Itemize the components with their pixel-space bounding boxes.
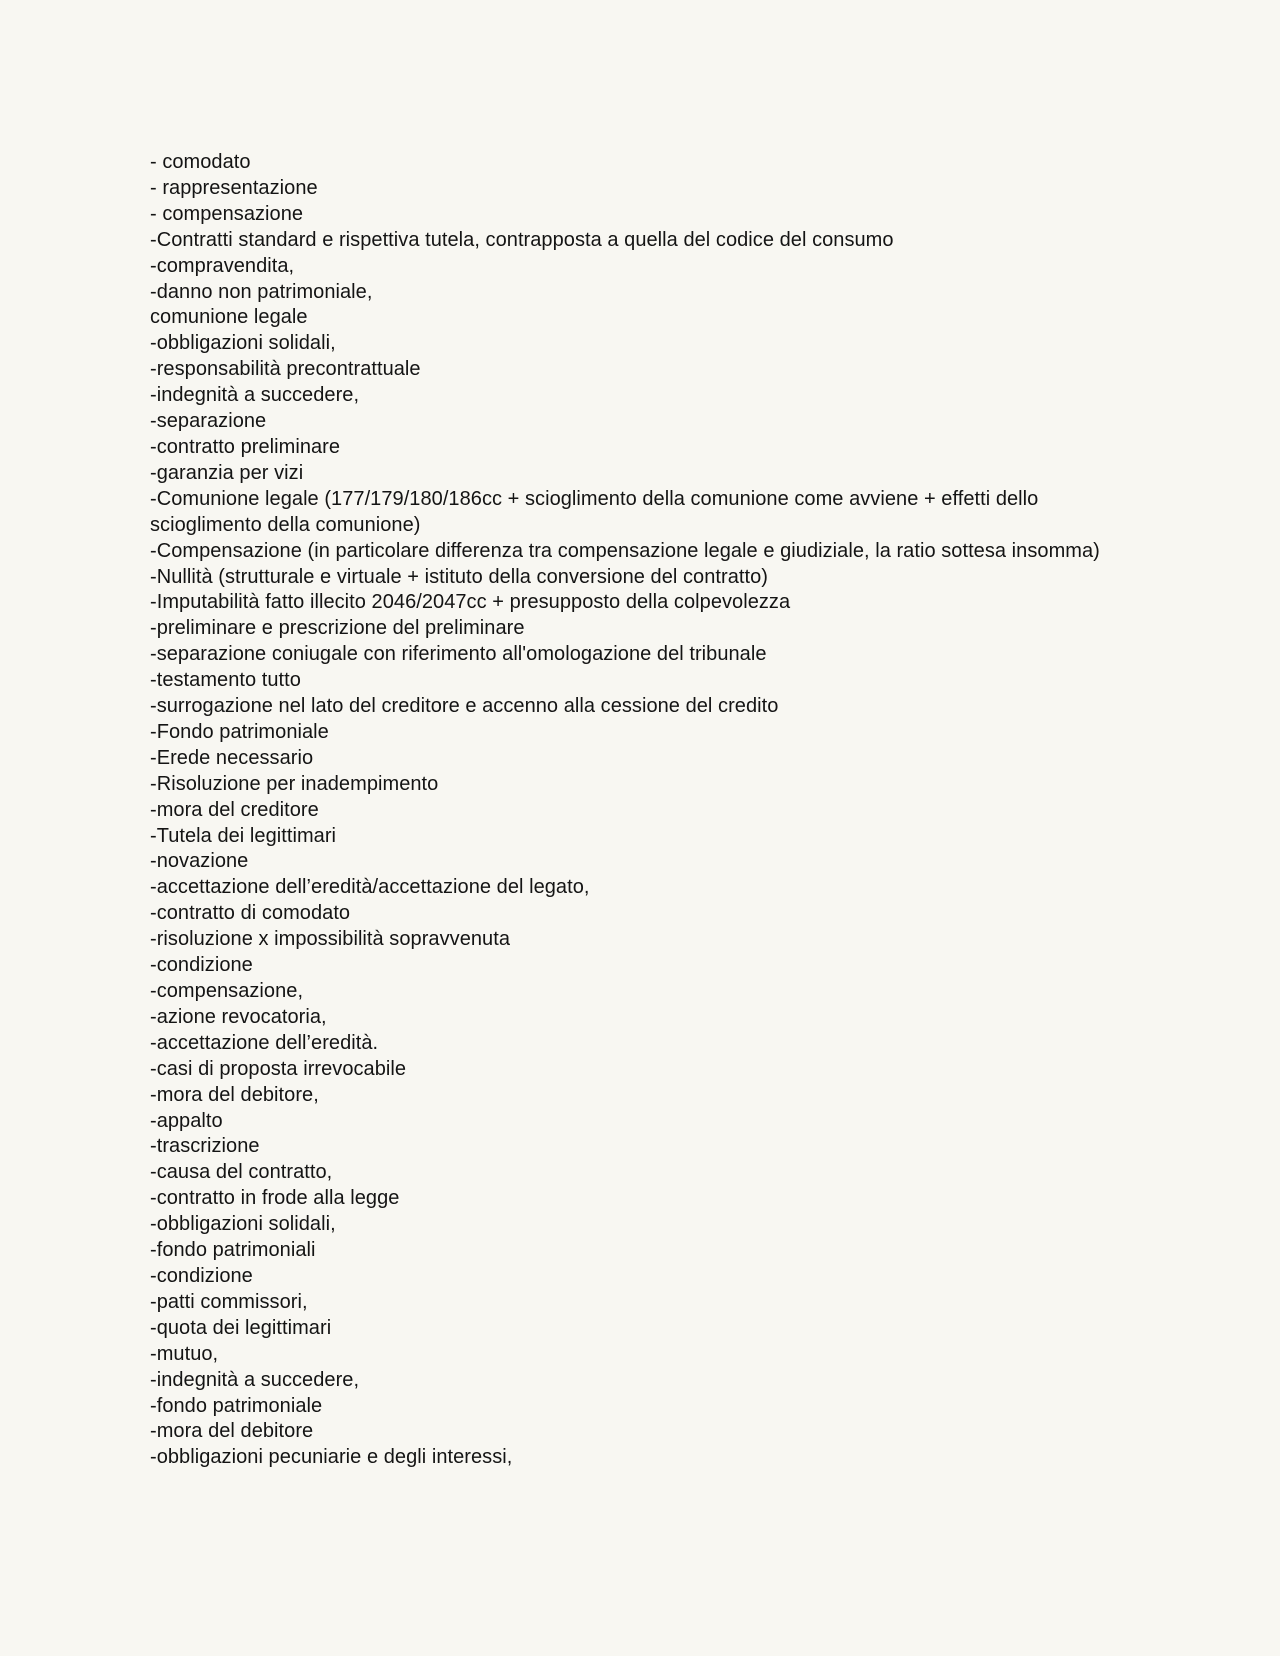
list-item: -Imputabilità fatto illecito 2046/2047cc + presupposto della colpevolezza [150,591,791,614]
list-item: -patti commissori, [150,1290,308,1313]
list-item: -responsabilità precontrattuale [150,358,421,381]
list-item: -mutuo, [150,1342,219,1365]
topic-list [150,150,1130,1471]
list-item: -fondo patrimoniali [150,1239,316,1262]
list-item: -contratto di comodato [150,902,351,925]
list-item: -contratto preliminare [150,435,341,458]
list-item: -mora del creditore [150,798,319,821]
list-item: -condizione [150,1264,253,1287]
list-item: -compensazione, [150,980,304,1002]
list-item: -separazione [150,410,267,433]
list-item: -mora del debitore [150,1420,314,1443]
list-item: -mora del debitore, [150,1083,319,1106]
list-item: -preliminare e prescrizione del preliminare [150,617,525,640]
list-item: -causa del contratto, [150,1161,333,1184]
list-item: -Nullità (strutturale e virtuale + istituto della conversione del contratto) [150,565,768,588]
list-item: -contratto in frode alla legge [150,1187,400,1210]
list-item: -danno non patrimoniale, [150,280,373,303]
list-item: -quota dei legittimari [150,1316,332,1339]
list-item: -compravendita, [150,254,295,277]
list-item: -obbligazioni solidali, [150,1213,336,1236]
list-item: -testamento tutto [150,669,301,692]
list-item: -obbligazioni solidali, [150,332,336,355]
list-item: -surrogazione nel lato del creditore e accenno alla cessione del credito [150,695,779,718]
list-item: - comodato [150,151,251,173]
list-item: -accettazione dell’eredità/accettazione del legato, [150,876,590,899]
list-item: -Comunione legale (177/179/180/186cc + scioglimento della comunione come avviene + effetti dello scioglimento della comunione) [150,487,1039,536]
list-item: -separazione coniugale con riferimento all'omologazione del tribunale [150,643,767,666]
list-item: comunione legale [150,306,308,329]
list-item: -risoluzione x impossibilità sopravvenuta [150,928,510,951]
list-item: -azione revocatoria, [150,1005,327,1028]
list-item: -fondo patrimoniale [150,1394,323,1417]
list-item: -Risoluzione per inadempimento [150,772,439,795]
list-item: - compensazione [150,202,304,225]
list-item: -Fondo patrimoniale [150,720,329,743]
list-item: -novazione [150,850,249,873]
list-item: -indegnità a succedere, [150,1368,360,1391]
list-item: -trascrizione [150,1135,260,1158]
list-item: -Tutela dei legittimari [150,824,337,847]
list-item: -indegnità a succedere, [150,384,360,407]
list-item: -Contratti standard e rispettiva tutela, contrapposta a quella del codice del consumo [150,228,894,251]
list-item: -obbligazioni pecuniarie e degli interessi, [150,1446,513,1469]
list-item: -Compensazione (in particolare differenza tra compensazione legale e giudiziale, la ratio sottesa insomma) [150,539,1100,562]
list-item: -Erede necessario [150,746,314,769]
list-item: - rappresentazione [150,176,318,199]
list-item: -garanzia per vizi [150,461,304,484]
list-item: -appalto [150,1109,223,1132]
list-item: -condizione [150,954,253,977]
list-item: -casi di proposta irrevocabile [150,1057,407,1080]
list-item: -accettazione dell’eredità. [150,1031,379,1054]
